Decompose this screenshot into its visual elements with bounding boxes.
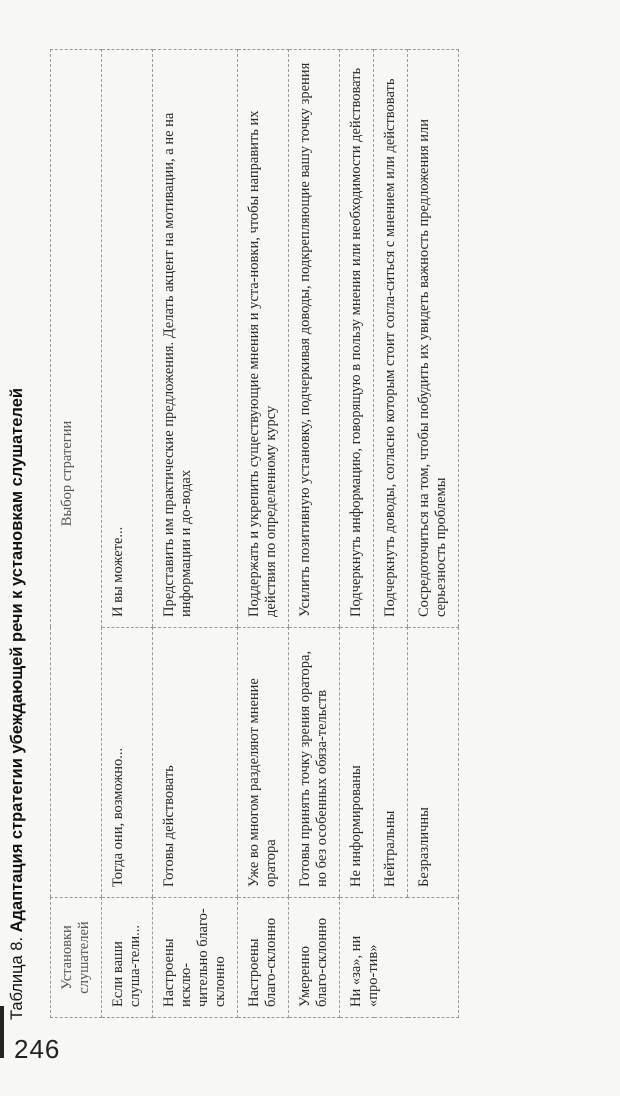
intro-state: Тогда они, возможно...: [102, 628, 153, 898]
rotated-page: [0, 30, 620, 1030]
row-strategy: Представить им практические предложения. Делать акцент на мотивации, а не на информации и до-водах: [153, 49, 238, 627]
row-state: Нейтральны: [374, 628, 408, 898]
table-row: [289, 49, 340, 1017]
row-attitude: Настроены благо-склонно: [238, 898, 289, 1018]
caption-title: Адаптация стратегии убеждающей речи к установкам слушателей: [8, 387, 26, 933]
row-attitude: Настроены исклю-чительно благо-склонно: [153, 898, 238, 1018]
table-row: [340, 49, 374, 1017]
table-row: [102, 49, 153, 1017]
table-row: [374, 49, 408, 1017]
table-caption: [8, 388, 27, 1020]
caption-prefix: Таблица 8.: [8, 932, 26, 1020]
intro-attitude: Если ваши слуша-тели...: [102, 898, 153, 1018]
row-state: Не информированы: [340, 628, 374, 898]
row-strategy: Подчеркнуть информацию, говорящую в пользу мнения или необходимости действовать: [340, 49, 374, 627]
row-state: Готовы принять точку зрения оратора, но без особенных обяза-тельств: [289, 628, 340, 898]
table-row: [153, 49, 238, 1017]
row-state: Безразличны: [408, 628, 459, 898]
row-strategy: Сосредоточиться на том, чтобы побудить их увидеть важность предложения или серьезность проблемы: [408, 49, 459, 627]
table-header-row: [51, 49, 102, 1017]
row-strategy: Поддержать и укрепить существующие мнения и уста-новки, чтобы направить их действия по определенному курсу: [238, 49, 289, 627]
row-strategy: Усилить позитивную установку, подчеркивая доводы, подкрепляющие вашу точку зрения: [289, 49, 340, 627]
row-state: Готовы действовать: [153, 628, 238, 898]
strategy-table: [50, 49, 459, 1018]
header-attitudes: Установки слушателей: [51, 898, 102, 1018]
group-attitude: Ни «за», ни «про-тив»: [340, 898, 459, 1018]
row-attitude: Умеренно благо-склонно: [289, 898, 340, 1018]
row-state: Уже во многом разделяют мнение оратора: [238, 628, 289, 898]
intro-strategy: И вы можете...: [102, 49, 153, 627]
row-strategy: Подчеркнуть доводы, согласно которым стоит согла-ситься с мнением или действовать: [374, 49, 408, 627]
table-row: [408, 49, 459, 1017]
table-row: [238, 49, 289, 1017]
header-strategy: Выбор стратегии: [51, 49, 102, 897]
page-number: 246: [14, 1034, 61, 1064]
